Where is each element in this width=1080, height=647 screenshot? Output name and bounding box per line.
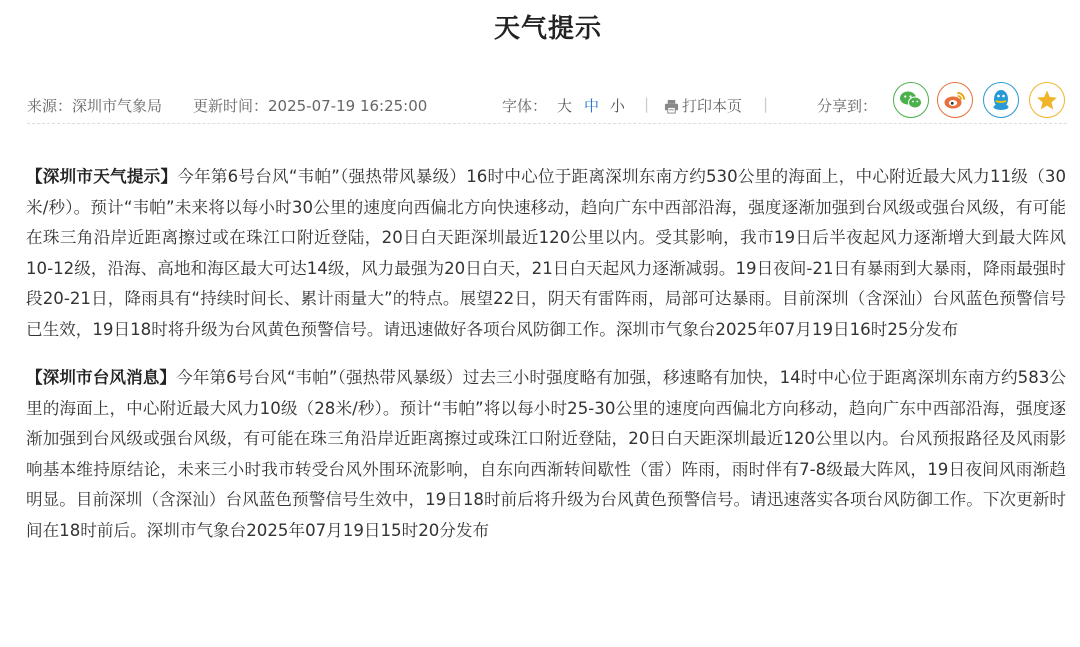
- qq-icon: [990, 88, 1012, 112]
- divider: |: [763, 95, 769, 113]
- share-wechat-button[interactable]: [893, 82, 929, 118]
- share-qq-button[interactable]: [983, 82, 1019, 118]
- notice-body: 今年第6号台风“韦帕”（强热带风暴级）16时中心位于距离深圳东南方约530公里的海面上，中心附近最大风力11级（30米/秒）。预计“韦帕”未来将以每小时30公里的速度向西偏北方向快速移动，趋向广东中西部沿海，强度逐渐加强到台风级或强台风级，有可能在珠三角沿岸近距离擦过或在珠江口附近登陆，20日白天距深圳最近120公里以内。受其影响，我市19日后半夜起风力逐渐增大到最大阵风10-12级，沿海、高地和海区最大可达14级，风力最强为20日白天，21日白天起风力逐渐减弱。19日夜间-21日有暴雨到大暴雨，降雨最强时段20-21日，降雨具有“持续时间长、累计雨量大”的特点。展望22日，阴天有雷阵雨，局部可达暴雨。目前深圳（含深汕）台风蓝色预警信号已生效，19日18时将升级为台风黄色预警信号。请迅速做好各项台风防御工作。深圳市气象台2025年07月19日16时25分发布: [26, 167, 1067, 339]
- weather-notice-paragraph: [26, 162, 1066, 345]
- typhoon-message-paragraph: [26, 363, 1066, 546]
- article-content: [26, 162, 1066, 564]
- page-title: 天气提示: [493, 14, 602, 44]
- weibo-icon: [943, 90, 967, 110]
- qzone-icon: [1036, 89, 1058, 111]
- wechat-icon: [899, 90, 923, 110]
- font-size-medium-button[interactable]: 中: [584, 97, 600, 115]
- notice-tag: 【深圳市天气提示】: [26, 167, 178, 186]
- printer-icon: [664, 99, 679, 114]
- article-meta-bar: [27, 84, 1067, 124]
- share-label: 分享到：: [817, 97, 878, 115]
- notice-tag: 【深圳市台风消息】: [26, 368, 177, 387]
- notice-body: 今年第6号台风“韦帕”（强热带风暴级）过去三小时强度略有加强，移速略有加快，14时中心位于距离深圳东南方约583公里的海面上，中心附近最大风力10级（28米/秒）。预计“韦帕”将以每小时25-30公里的速度向西偏北方向移动，趋向广东中西部沿海，强度逐渐加强到台风级或强台风级，有可能在珠三角沿岸近距离擦过或珠江口附近登陆，20日白天距深圳最近120公里以内。台风预报路径及风雨影响基本维持原结论，未来三小时我市转受台风外围环流影响，自东向西渐转间歇性（雷）阵雨，雨时伴有7-8级最大阵风，19日夜间风雨渐趋明显。目前深圳（含深汕）台风蓝色预警信号生效中，19日18时前后将升级为台风黄色预警信号。请迅速落实各项台风防御工作。下次更新时间在18时前后。深圳市气象台2025年07月19日15时20分发布: [26, 368, 1066, 540]
- share-qzone-button[interactable]: [1029, 82, 1065, 118]
- font-size-label: 字体：: [502, 97, 548, 115]
- divider: |: [644, 95, 650, 113]
- share-weibo-button[interactable]: [937, 82, 973, 118]
- font-size-large-button[interactable]: 大: [557, 97, 573, 115]
- font-size-small-button[interactable]: 小: [610, 97, 626, 115]
- print-label: 打印本页: [682, 97, 743, 115]
- source-text: 来源：深圳市气象局: [27, 97, 163, 115]
- update-time-text: 更新时间：2025-07-19 16:25:00: [193, 97, 428, 115]
- print-button[interactable]: [664, 95, 742, 116]
